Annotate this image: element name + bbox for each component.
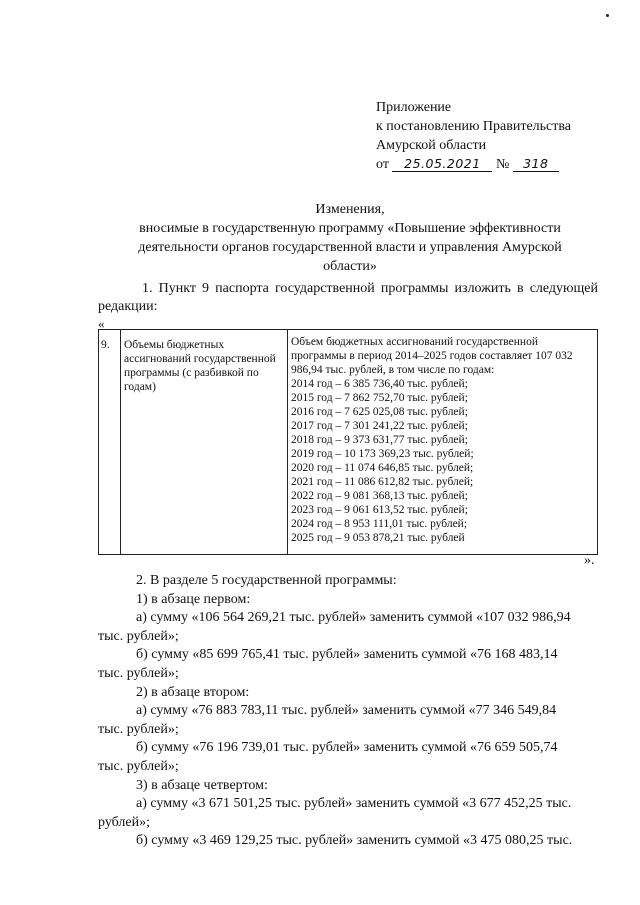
- year-line: 2025 год – 9 053 878,21 тыс. рублей: [291, 532, 465, 544]
- body-line: б) сумму «85 699 765,41 тыс. рублей» заменить суммой «76 168 483,14: [136, 647, 558, 663]
- body-line: тыс. рублей»;: [98, 665, 179, 681]
- year-line: 2018 год – 9 373 631,77 тыс. рублей;: [291, 434, 468, 446]
- approval-line-2: к постановлению Правительства: [376, 119, 572, 134]
- year-line: 2017 год – 7 301 241,22 тыс. рублей;: [291, 420, 468, 432]
- year-line: 2015 год – 7 862 752,70 тыс. рублей;: [291, 392, 468, 404]
- section-5-changes: [98, 572, 598, 851]
- opening-quote: «: [98, 316, 105, 331]
- year-line: 2024 год – 8 953 111,01 тыс. рублей;: [291, 518, 468, 530]
- body-line: 2. В разделе 5 государственной программы:: [136, 573, 397, 588]
- budget-table: [98, 329, 598, 555]
- body-line: 3) в абзаце четвертом:: [136, 777, 268, 793]
- title-line-2: вносимые в государственную программу «Повышение эффективности: [139, 221, 561, 236]
- body-line: рублей»;: [98, 814, 150, 830]
- year-line: 2016 год – 7 625 025,08 тыс. рублей;: [291, 406, 468, 418]
- body-line: а) сумму «3 671 501,25 тыс. рублей» заменить суммой «3 677 452,25 тыс.: [136, 796, 572, 812]
- body-line: тыс. рублей»;: [98, 721, 179, 737]
- body-line: тыс. рублей»;: [98, 758, 179, 774]
- year-line: 2014 год – 6 385 736,40 тыс. рублей;: [291, 378, 468, 390]
- approval-line-1: Приложение: [376, 100, 452, 115]
- year-line: 2020 год – 11 074 646,85 тыс. рублей;: [291, 462, 474, 474]
- title-line-3: деятельности органов государственной власти и управления Амурской: [138, 240, 562, 255]
- year-line: 2022 год – 9 081 368,13 тыс. рублей;: [291, 490, 468, 502]
- title-line-1: Изменения,: [315, 202, 385, 217]
- title-line-4: области»: [323, 259, 377, 274]
- body-line: тыс. рублей»;: [98, 628, 179, 644]
- body-line: а) сумму «76 883 783,11 тыс. рублей» заменить суммой «77 346 549,84: [136, 703, 557, 719]
- document-title: [100, 200, 600, 276]
- body-line: б) сумму «3 469 129,25 тыс. рублей» заменить суммой «3 475 080,25 тыс.: [136, 833, 573, 849]
- row-label-cell: Объемы бюджетных ассигнований государственной программы (с разбивкой по годам): [121, 330, 288, 555]
- body-line: 1) в абзаце первом:: [136, 591, 251, 607]
- approval-line-3: Амурской области: [376, 138, 487, 153]
- body-line: 2) в абзаце втором:: [136, 684, 250, 700]
- table-row: [99, 330, 598, 555]
- row-value-cell: [288, 330, 598, 555]
- number-prefix: №: [495, 157, 510, 172]
- year-line: 2023 год – 9 061 613,52 тыс. рублей;: [291, 504, 468, 516]
- approval-date-line: [376, 155, 571, 174]
- scan-speck: [606, 14, 609, 17]
- budget-intro: Объем бюджетных ассигнований государственной программы в период 2014–2025 годов составляет 107 032 986,94 тыс. рублей, в том числе по годам:: [291, 336, 573, 376]
- date-prefix: от: [376, 157, 389, 172]
- closing-quote: ».: [584, 553, 595, 568]
- body-line: б) сумму «76 196 739,01 тыс. рублей» заменить суммой «76 659 505,74: [136, 740, 558, 756]
- year-line: 2021 год – 11 086 612,82 тыс. рублей;: [291, 476, 474, 488]
- year-line: 2019 год – 10 173 369,23 тыс. рублей;: [291, 448, 474, 460]
- row-number-cell: 9.: [99, 330, 121, 555]
- handwritten-date: 25.05.2021: [392, 157, 492, 172]
- body-line: а) сумму «106 564 269,21 тыс. рублей» заменить суммой «107 032 986,94: [136, 610, 571, 626]
- approval-block: [376, 98, 571, 174]
- handwritten-number: 318: [513, 157, 559, 172]
- item-1-paragraph: 1. Пункт 9 паспорта государственной программы изложить в следующей редакции:: [98, 281, 598, 314]
